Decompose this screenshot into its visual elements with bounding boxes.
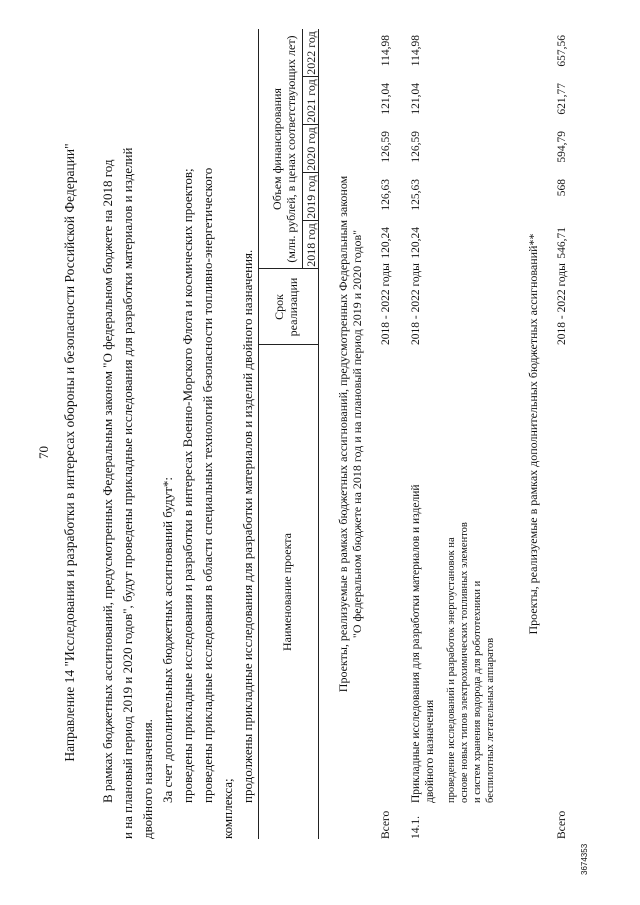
description-line: основе новых типов электрохимических топливных элементов: [459, 522, 470, 803]
value-cell: 121,04: [410, 83, 422, 115]
value-cell: 120,24: [380, 227, 392, 259]
value-cell: 594,79: [556, 131, 568, 163]
term-cell: 2018 - 2022 годы: [410, 263, 422, 345]
total-label: Всего: [556, 810, 568, 839]
col-funding-header-2: (млн. рублей, в ценах соответствующих лет): [284, 35, 298, 263]
value-cell: 568: [556, 179, 568, 197]
years-row-border: [302, 29, 303, 269]
additional-item-1: проведены прикладные исследования и разработки в интересах Военно-Морского Флота и космических проектов;: [180, 168, 195, 803]
table-top-border: [258, 29, 259, 839]
value-cell: 657,56: [556, 35, 568, 67]
row-name-line-2: двойного назначения: [424, 699, 436, 803]
table-header-bottom-border: [318, 29, 319, 839]
intro-line-1: В рамках бюджетных ассигнований, предусмотренных Федеральным законом "О федеральном бюджете на 2018 год: [100, 159, 115, 803]
col-term-header-1: Срок: [272, 294, 286, 320]
row-name-line-1: Прикладные исследования для разработки материалов и изделий: [410, 484, 422, 803]
intro-line-2: и на плановый период 2019 и 2020 годов", будут проведены прикладные исследования для разработки материалов и изделий: [120, 147, 135, 839]
section-2-title: Проекты, реализуемые в рамках дополнительных бюджетных ассигнований**: [526, 233, 540, 635]
row-code: 14.1.: [410, 816, 422, 839]
year-header: 2019 год: [304, 175, 318, 219]
description-line: проведение исследований и разработок энергоустановок на: [446, 537, 457, 803]
value-cell: 121,04: [380, 83, 392, 115]
description-line: и систем хранения водорода для робототехники и: [472, 580, 483, 803]
value-cell: 126,59: [380, 131, 392, 163]
value-cell: 621,77: [556, 83, 568, 115]
section-heading: Направление 14 "Исследования и разработки в интересах обороны и безопасности Российской Федерации": [62, 143, 77, 762]
additional-item-3: продолжены прикладные исследования для разработки материалов и изделий двойного назначения.: [240, 249, 255, 803]
year-header: 2022 год: [304, 31, 318, 75]
value-cell: 546,71: [556, 227, 568, 259]
year-header: 2018 год: [304, 223, 318, 267]
description-line: беспилотных летательных аппаратов: [485, 637, 496, 803]
total-label: Всего: [380, 810, 392, 839]
additional-item-2a: проведены прикладные исследования в области специальных технологий безопасности топливно-энергетического: [200, 167, 215, 803]
col-name-header: Наименование проекта: [280, 532, 294, 652]
section-1-title-2: "О федеральном бюджете на 2018 год и на плановый период 2019 и 2020 годов": [350, 229, 364, 639]
additional-item-2b: комплекса;: [220, 778, 235, 839]
year-header: 2020 год: [304, 127, 318, 171]
value-cell: 125,63: [410, 179, 422, 211]
col-funding-header-1: Объем финансирования: [270, 88, 284, 210]
additional-lead: За счет дополнительных бюджетных ассигнований будут*:: [160, 477, 175, 803]
col-term-header-2: реализации: [286, 277, 300, 337]
term-cell: 2018 - 2022 годы: [556, 263, 568, 345]
document-code: 3674353: [580, 843, 589, 875]
year-header: 2021 год: [304, 79, 318, 123]
value-cell: 126,59: [410, 131, 422, 163]
value-cell: 114,98: [410, 35, 422, 67]
term-cell: 2018 - 2022 годы: [380, 263, 392, 345]
value-cell: 126,63: [380, 179, 392, 211]
intro-line-3: двойного назначения.: [140, 719, 155, 839]
value-cell: 120,24: [410, 227, 422, 259]
section-1-title-1: Проекты, реализуемые в рамках бюджетных ассигнований, предусмотренных Федеральным законом: [336, 175, 350, 693]
page-number: 70: [36, 446, 51, 459]
value-cell: 114,98: [380, 35, 392, 67]
